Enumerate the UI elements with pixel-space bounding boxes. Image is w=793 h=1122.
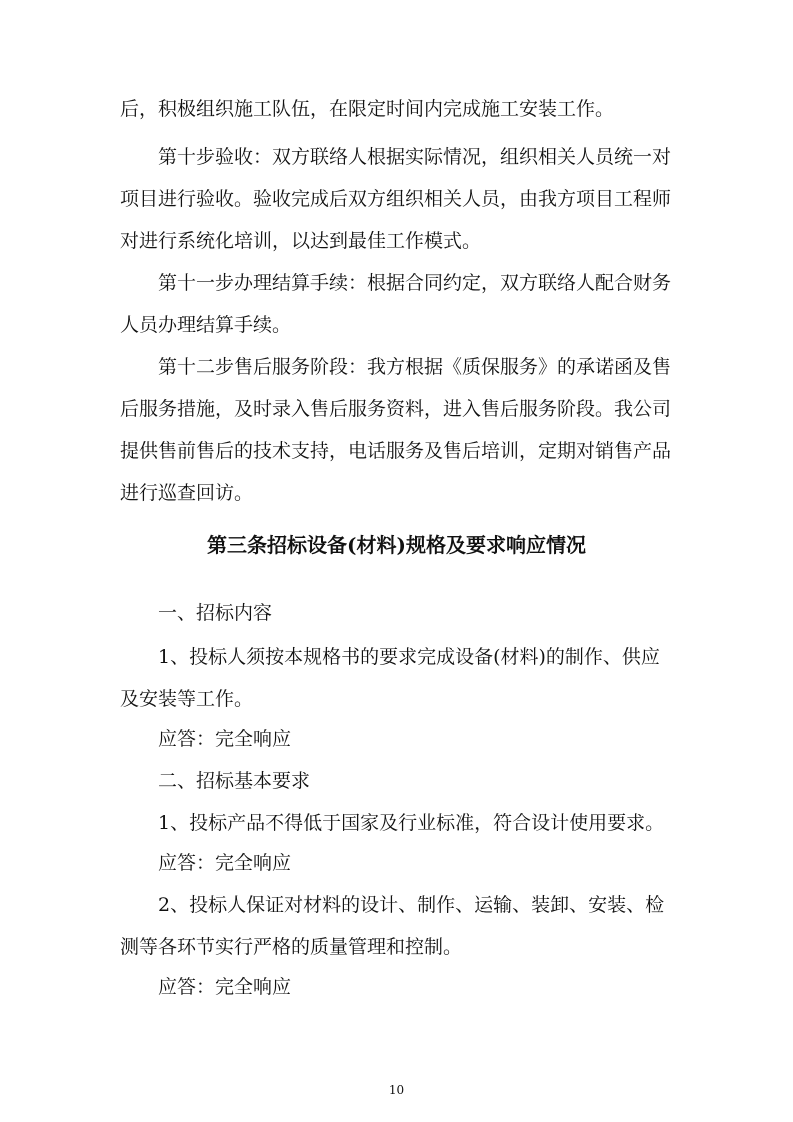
paragraph-step-11: 第十一步办理结算手续：根据合同约定，双方联络人配合财务人员办理结算手续。 bbox=[120, 272, 672, 336]
item-answer-2: 应答：完全响应 bbox=[158, 852, 292, 874]
item-requirement-2: 1、投标产品不得低于国家及行业标准，符合设计使用要求。 bbox=[158, 812, 665, 834]
paragraph-step-12: 第十二步售后服务阶段：我方根据《质保服务》的承诺函及售后服务措施，及时录入售后服务资料，进入售后服务阶段。我公司提供售前售后的技术支持，电话服务及售后培训，定期对销售产品进行巡查回访。 bbox=[120, 356, 672, 504]
item-answer-3: 应答：完全响应 bbox=[158, 976, 292, 998]
section-title: 第三条招标设备(材料)规格及要求响应情况 bbox=[207, 533, 586, 557]
item-requirement-1: 1、投标人须按本规格书的要求完成设备(材料)的制作、供应及安装等工作。 bbox=[120, 646, 660, 710]
paragraph-step-10: 第十步验收：双方联络人根据实际情况，组织相关人员统一对项目进行验收。验收完成后双方组织相关人员，由我方项目工程师对进行系统化培训，以达到最佳工作模式。 bbox=[120, 146, 672, 252]
item-answer-1: 应答：完全响应 bbox=[158, 728, 292, 750]
paragraph-continuation: 后，积极组织施工队伍，在限定时间内完成施工安装工作。 bbox=[120, 98, 615, 120]
item-requirement-3: 2、投标人保证对材料的设计、制作、运输、装卸、安装、检测等各环节实行严格的质量管理和控制。 bbox=[120, 894, 665, 958]
item-heading-basic-requirements: 二、招标基本要求 bbox=[158, 770, 311, 792]
page-number: 10 bbox=[388, 1083, 405, 1097]
item-heading-tender-content: 一、招标内容 bbox=[158, 602, 273, 624]
